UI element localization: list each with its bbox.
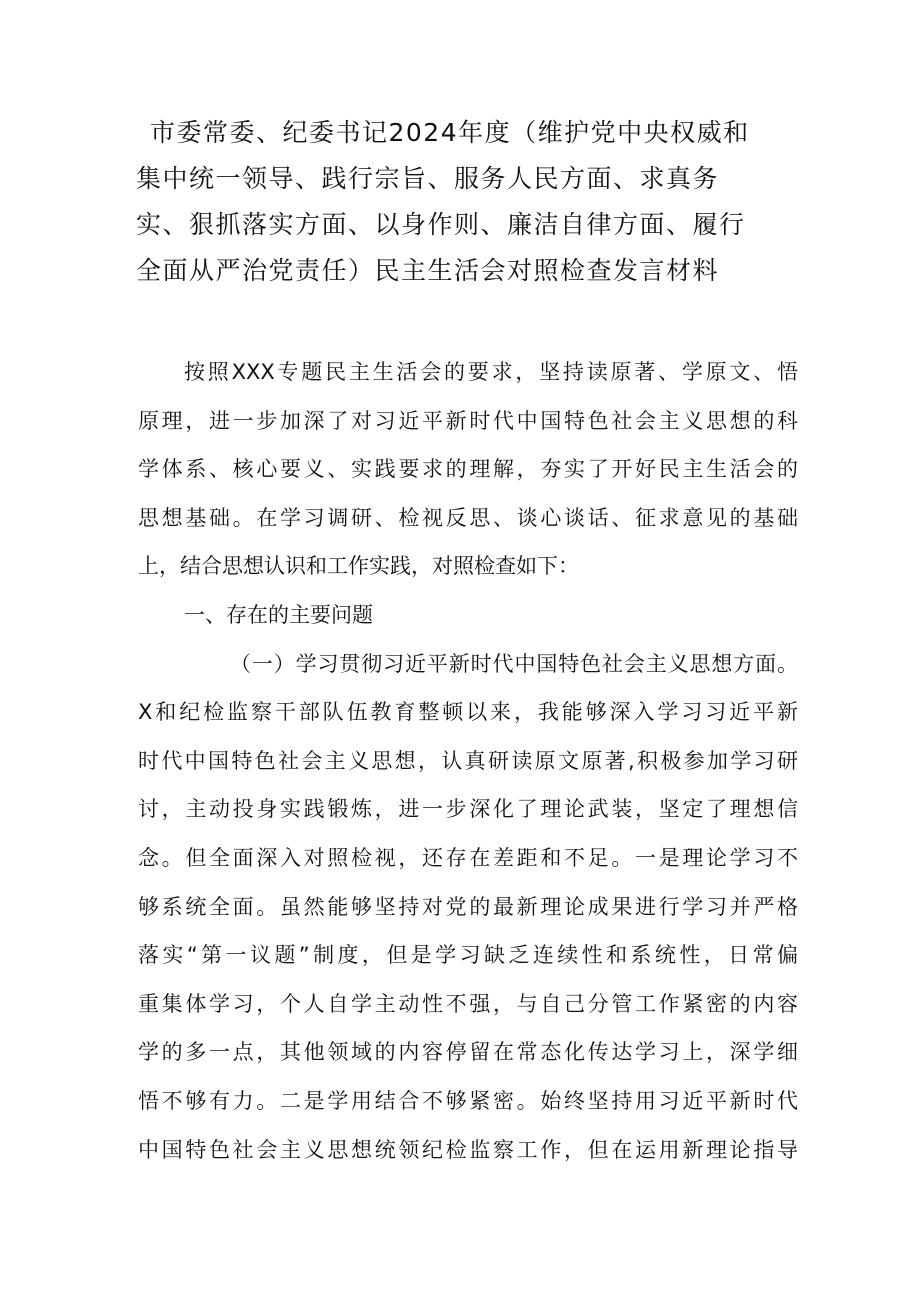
section-line: 中国特色社会主义思想统领纪检监察工作，但在运用新理论指导 <box>138 1137 798 1162</box>
section-line: 时代中国特色社会主义思想，认真研读原文原著,积极参加学习研 <box>138 748 798 773</box>
title-line-3: 实、狠抓落实方面、以身作则、廉洁自律方面、履行 <box>136 210 746 239</box>
section-line: 念。但全面深入对照检视，还存在差距和不足。一是理论学习不 <box>138 845 798 870</box>
section-heading: 一、存在的主要问题 <box>184 602 373 627</box>
intro-line: 思想基础。在学习调研、检视反思、谈心谈话、征求意见的基础 <box>138 505 798 530</box>
intro-line: 原理，进一步加深了对习近平新时代中国特色社会主义思想的科 <box>138 408 798 433</box>
section-line: X和纪检监察干部队伍教育整顿以来，我能够深入学习习近平新 <box>138 700 798 725</box>
intro-line: 上，结合思想认识和工作实践，对照检查如下： <box>138 554 579 579</box>
document-title <box>136 110 816 294</box>
intro-line: 按照XXX专题民主生活会的要求，坚持读原著、学原文、悟 <box>184 360 798 384</box>
section-line: 学的多一点，其他领域的内容停留在常态化传达学习上，深学细 <box>138 1040 798 1065</box>
section-line: 讨，主动投身实践锻炼，进一步深化了理论武装，坚定了理想信 <box>138 797 798 822</box>
title-line-2: 集中统一领导、践行宗旨、服务人民方面、求真务 <box>136 164 720 193</box>
document-body <box>138 348 798 1174</box>
section-line: 悟不够有力。二是学用结合不够紧密。始终坚持用习近平新时代 <box>138 1088 798 1113</box>
section-line: 落实“第一议题”制度，但是学习缺乏连续性和系统性，日常偏 <box>138 943 798 968</box>
section-line: 够系统全面。虽然能够坚持对党的最新理论成果进行学习并严格 <box>138 894 798 919</box>
title-line-4: 全面从严治党责任）民主生活会对照检查发言材料 <box>136 256 720 285</box>
section-line: 重集体学习，个人自学主动性不强，与自己分管工作紧密的内容 <box>138 991 798 1016</box>
subsection-heading: （一）学习贯彻习近平新时代中国特色社会主义思想方面。 <box>230 651 798 676</box>
intro-line: 学体系、核心要义、实践要求的理解，夯实了开好民主生活会的 <box>138 457 798 482</box>
title-line-1: 市委常委、纪委书记2024年度（维护党中央权威和 <box>150 118 750 147</box>
